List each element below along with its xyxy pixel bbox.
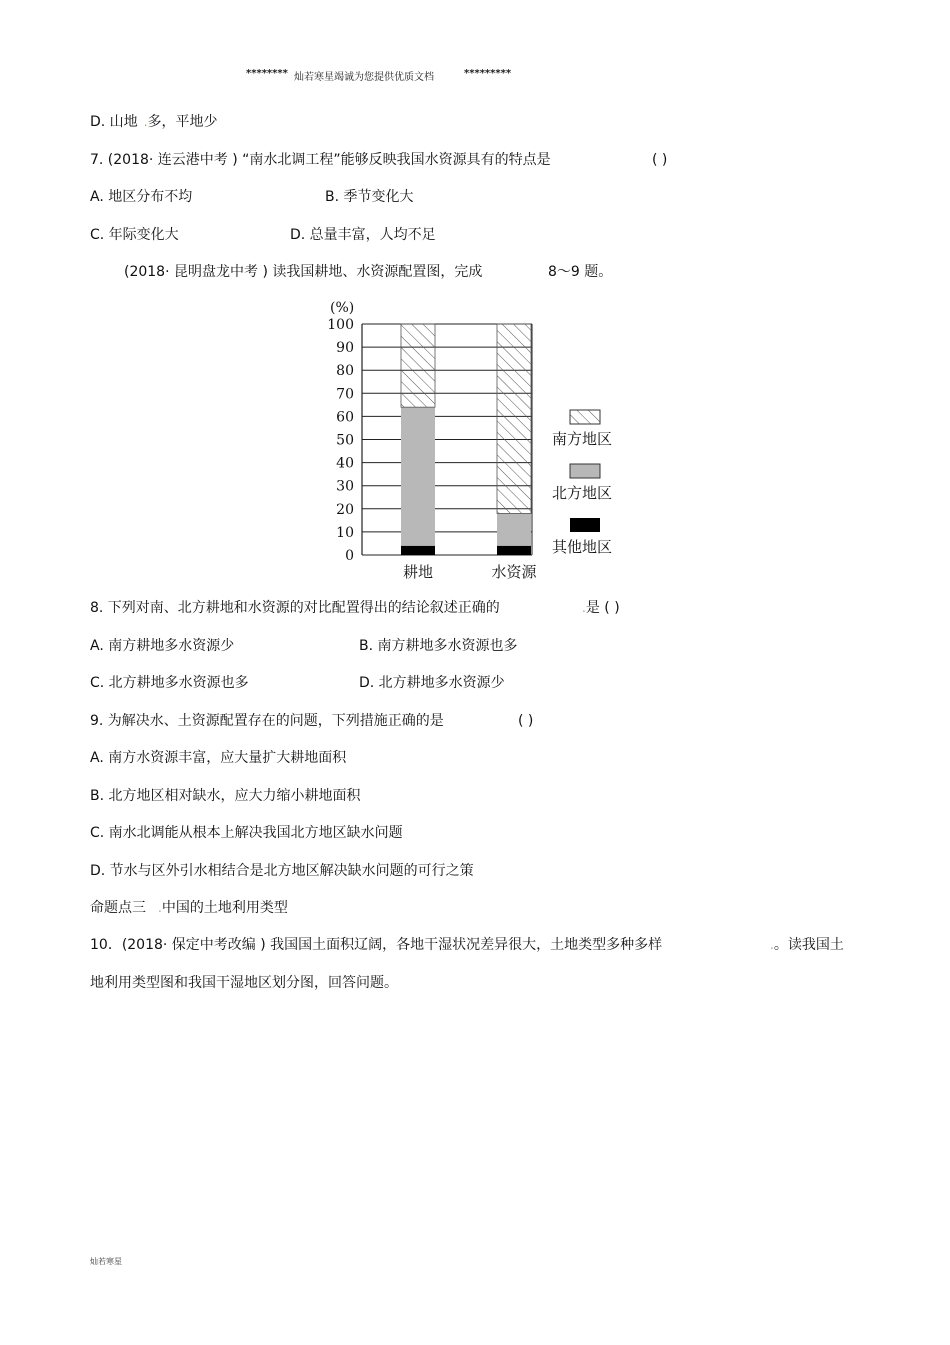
legend-label: 南方地区	[552, 430, 613, 448]
question-text-end: 。读我国土	[773, 937, 844, 953]
header-stars-left: ********	[246, 68, 288, 79]
option-7c: C. 年际变化大	[90, 227, 179, 243]
bar-segment	[401, 324, 435, 407]
emphasis-dot: .	[158, 901, 162, 915]
bar-segment	[497, 324, 531, 513]
emphasis-dot: .	[770, 938, 774, 952]
option-9c: C. 南水北调能从根本上解决我国北方地区缺水问题	[90, 825, 403, 841]
answer-blank-text: 是 ( )	[585, 600, 620, 616]
option-text-rest: 多，平地少	[147, 114, 218, 130]
y-tick-label: 50	[336, 432, 354, 449]
legend-swatch	[570, 464, 600, 478]
option-9a: A. 南方水资源丰富，应大量扩大耕地面积	[90, 750, 347, 766]
question-text: 7. (2018· 连云港中考 ) “南水北调工程”能够反映我国水资源具有的特点是	[90, 152, 551, 168]
answer-blank-8	[582, 598, 620, 618]
chart-intro: (2018· 昆明盘龙中考 ) 读我国耕地、水资源配置图，完成	[124, 264, 483, 280]
y-tick-label: 30	[336, 478, 354, 495]
option-8a: A. 南方耕地多水资源少	[90, 638, 235, 654]
question-7	[90, 150, 551, 170]
y-tick-label: 0	[345, 548, 354, 564]
question-10	[90, 935, 662, 955]
question-9: 9. 为解决水、土资源配置存在的问题，下列措施正确的是	[90, 713, 444, 729]
question-text: 8. 下列对南、北方耕地和水资源的对比配置得出的结论叙述正确的	[90, 600, 500, 616]
x-category-label: 耕地	[402, 563, 434, 581]
y-tick-label: 10	[336, 524, 354, 541]
y-tick-label: 100	[327, 317, 354, 333]
y-tick-label: 20	[336, 501, 354, 518]
question-10-end	[770, 935, 844, 955]
legend-swatch	[570, 518, 600, 532]
bar-segment	[497, 546, 531, 555]
y-tick-label: 40	[336, 455, 354, 472]
answer-blank-7: ( )	[652, 152, 668, 168]
topic-heading	[90, 898, 288, 918]
bar-segment	[401, 407, 435, 546]
question-8	[90, 598, 500, 618]
option-8b: B. 南方耕地多水资源也多	[359, 638, 518, 654]
topic-title: 中国的土地利用类型	[161, 900, 288, 916]
option-8d: D. 北方耕地多水资源少	[359, 675, 505, 691]
header-text: 灿若寒星竭诚为您提供优质文档	[294, 72, 434, 83]
emphasis-dot: .	[143, 115, 148, 129]
option-6d	[90, 112, 218, 132]
option-8c: C. 北方耕地多水资源也多	[90, 675, 249, 691]
chart-intro-range: 8～9 题。	[548, 264, 613, 280]
y-tick-label: 60	[336, 409, 354, 426]
option-7b: B. 季节变化大	[325, 189, 414, 205]
y-tick-label: 90	[336, 340, 354, 357]
y-tick-label: 70	[336, 386, 354, 403]
x-category-label: 水资源	[491, 563, 537, 581]
header-stars-right: *********	[464, 68, 512, 79]
question-text: 10．(2018· 保定中考改编 ) 我国国土面积辽阔，各地干湿状况差异很大，土地类型多种多样	[90, 937, 663, 953]
topic-label: 命题点三	[90, 900, 146, 916]
resource-allocation-chart	[300, 292, 640, 584]
y-unit-label: (%)	[330, 300, 355, 316]
emphasis-dot: .	[582, 601, 586, 615]
y-tick-label: 80	[336, 363, 354, 380]
page-footer: 灿若寒星	[90, 1257, 122, 1266]
question-10-continued: 地利用类型图和我国干湿地区划分图，回答问题。	[90, 975, 398, 991]
legend-swatch	[570, 410, 600, 424]
bar-segment	[497, 513, 531, 545]
option-7a: A. 地区分布不均	[90, 189, 193, 205]
legend-label: 其他地区	[552, 538, 613, 556]
bar-segment	[401, 546, 435, 555]
page-header	[0, 68, 950, 84]
answer-blank-9: ( )	[518, 713, 534, 729]
option-7d: D. 总量丰富，人均不足	[290, 227, 436, 243]
option-9d: D. 节水与区外引水相结合是北方地区解决缺水问题的可行之策	[90, 863, 474, 879]
legend-label: 北方地区	[552, 484, 613, 502]
option-text: D. 山地	[90, 114, 138, 130]
option-9b: B. 北方地区相对缺水，应大力缩小耕地面积	[90, 788, 361, 804]
